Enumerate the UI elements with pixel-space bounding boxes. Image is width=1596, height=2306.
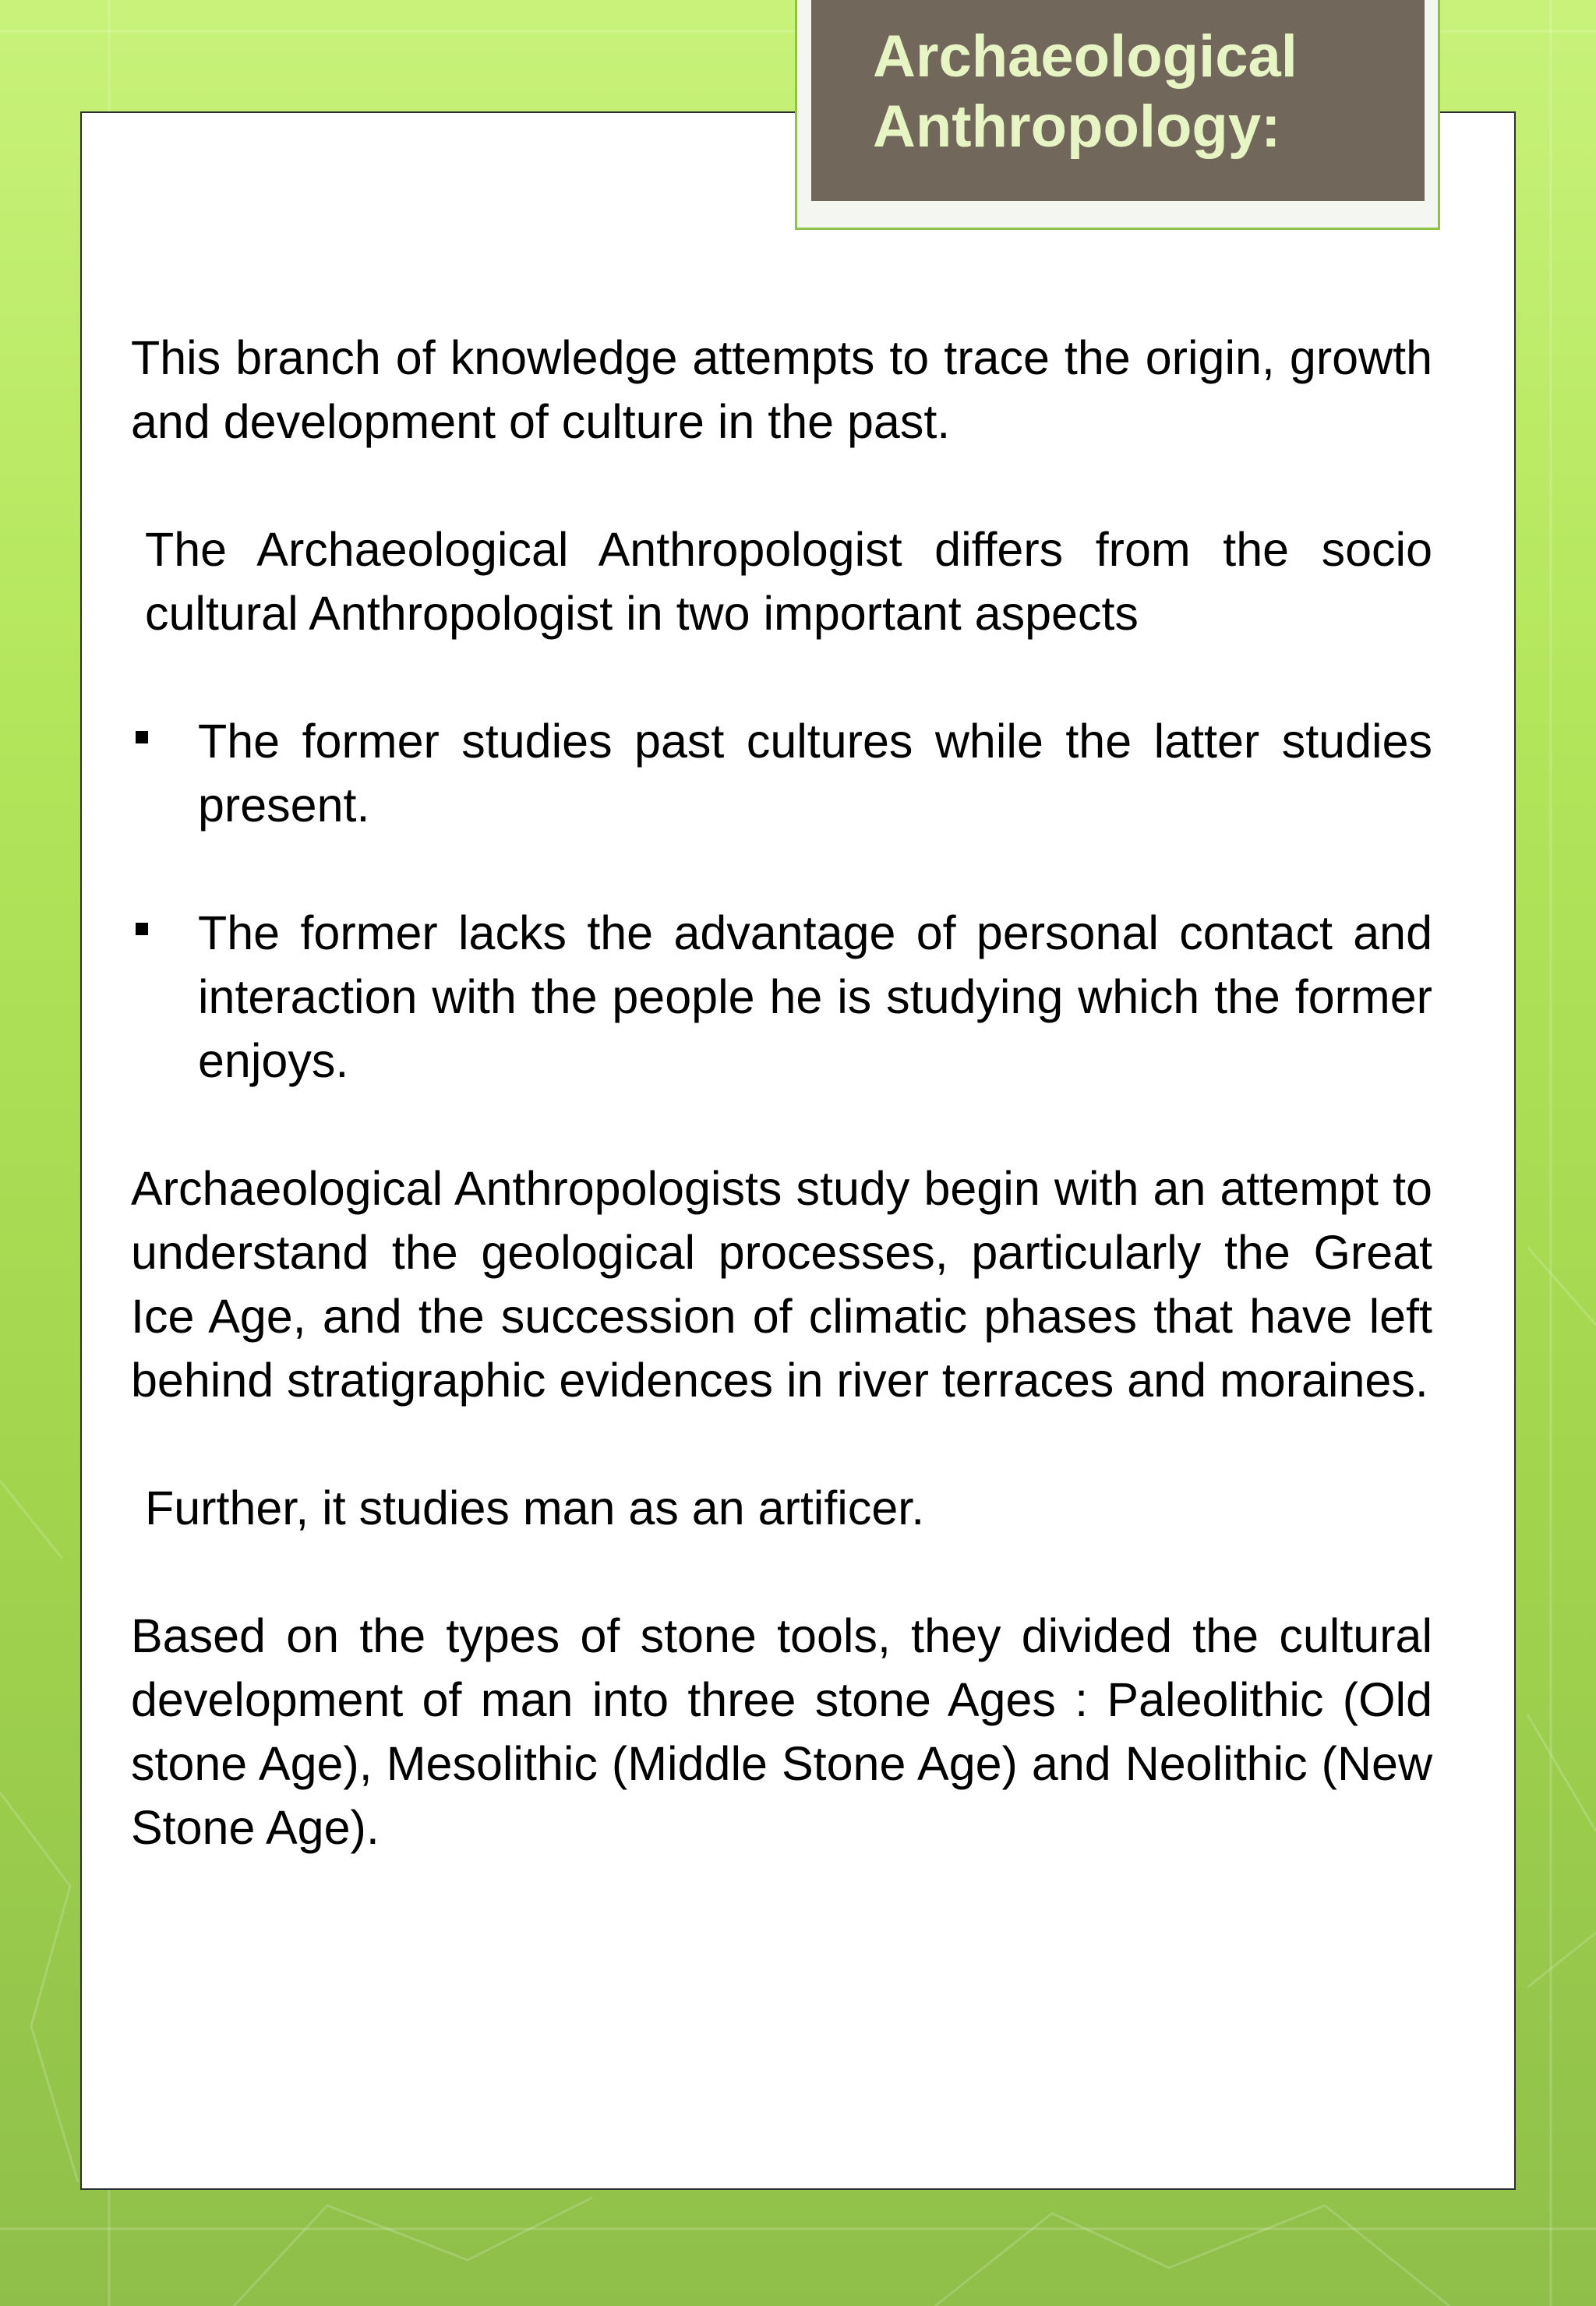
bullet-text: The former studies past cultures while the latter studies present.: [198, 715, 1432, 832]
square-bullet-icon: [136, 923, 148, 935]
list-item: [131, 901, 1432, 1093]
paragraph-differences: The Archaeological Anthropologist differs from the socio cultural Anthropologist in two important aspects: [145, 523, 1432, 640]
paragraph-geology: Archaeological Anthropologists study begin with an attempt to understand the geological processes, particularly the Great Ice Age, and the succession of climatic phases that have left behind stratigraphic evidences in river terraces and moraines.: [131, 1162, 1432, 1407]
list-item: [131, 709, 1432, 837]
square-bullet-icon: [136, 731, 148, 743]
slide-title: Archaeological Anthropology:: [873, 23, 1298, 160]
slide-body: [131, 326, 1432, 1923]
paragraph-artificer: Further, it studies man as an artificer.: [145, 1481, 925, 1534]
paragraph-intro: This branch of knowledge attempts to trace the origin, growth and development of culture in the past.: [131, 331, 1432, 448]
paragraph-stone-ages: Based on the types of stone tools, they divided the cultural development of man into three stone Ages : Paleolithic (Old stone Age), Mesolithic (Middle Stone Age) and Neolithic (New Stone Age).: [131, 1609, 1432, 1854]
bullet-list: [131, 709, 1432, 1093]
bullet-text: The former lacks the advantage of personal contact and interaction with the people he is studying which the former enjoys.: [198, 906, 1432, 1087]
